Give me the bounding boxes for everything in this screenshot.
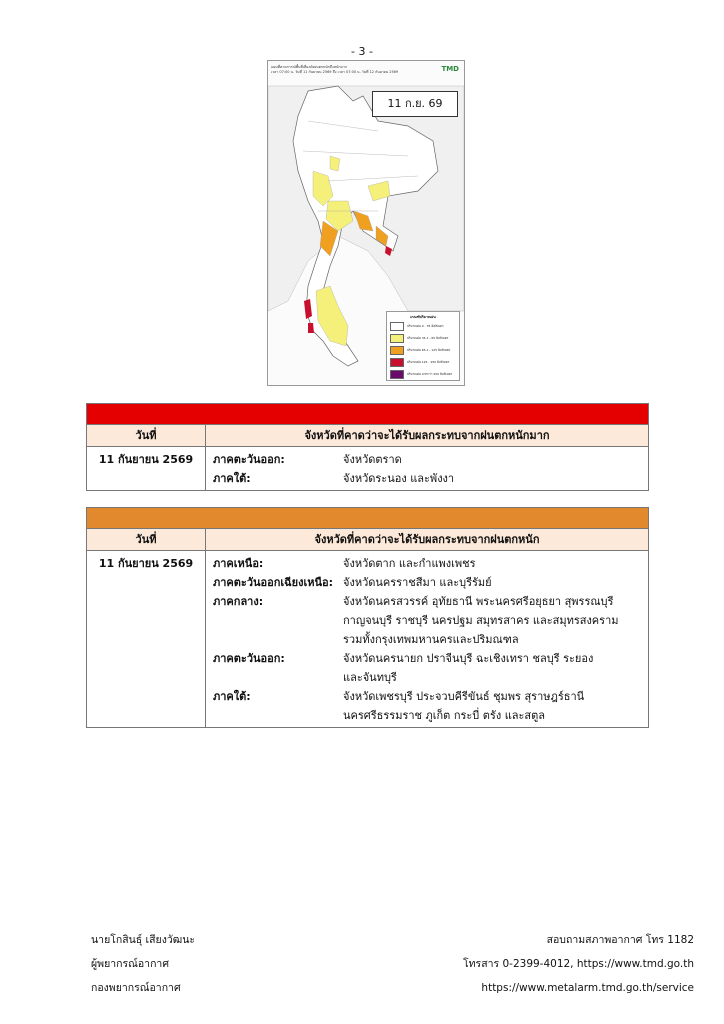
province-line: กาญจนบุรี ราชบุรี นครปฐม สมุทรสาคร และสมุทรสงคราม <box>343 614 619 627</box>
region-row <box>213 573 648 592</box>
date-header: วันที่ <box>87 529 206 550</box>
legend-label: ปริมาณฝน มากกว่า 250 มิลลิเมตร <box>407 372 453 376</box>
province-line: และจันทบุรี <box>343 671 397 684</box>
province-list: จังหวัดระนอง และพังงา <box>343 472 455 485</box>
contact-phone: สอบถามสภาพอากาศ โทร 1182 <box>546 934 694 946</box>
page-number: - 3 - <box>351 45 373 58</box>
legend-swatch <box>390 370 404 379</box>
region-name: ภาคใต้: <box>213 690 251 703</box>
date-header: วันที่ <box>87 425 206 446</box>
region-name: ภาคเหนือ: <box>213 557 264 570</box>
legend-item <box>390 344 459 356</box>
region-row <box>213 592 648 649</box>
date-cell: 11 กันยายน 2569 <box>87 447 206 490</box>
legend-item <box>390 320 459 332</box>
map-header: แผนที่คาดการณ์พื้นที่เสี่ยงภัยฝนตกหนักถึงหนักมาก เวลา 07:00 น. วันที่ 11 กันยายน 2569 ถึง เวลา 07:00 น. วันที่ 12 กันยายน 2569 <box>271 65 399 74</box>
province-line: จังหวัดนครสวรรค์ อุทัยธานี พระนครศรีอยุธยา สุพรรณบุรี <box>343 595 614 608</box>
map-date-label: 11 ก.ย. 69 <box>372 91 458 117</box>
province-line: รวมทั้งกรุงเทพมหานครและปริมณฑล <box>343 633 519 646</box>
provinces-header: จังหวัดที่คาดว่าจะได้รับผลกระทบจากฝนตกหนักมาก <box>304 429 550 442</box>
province-list <box>343 592 648 649</box>
date-cell: 11 กันยายน 2569 <box>87 551 206 727</box>
provinces-header: จังหวัดที่คาดว่าจะได้รับผลกระทบจากฝนตกหนัก <box>314 533 540 546</box>
province-line: จังหวัดนครนายก ปราจีนบุรี ฉะเชิงเทรา ชลบุรี ระยอง <box>343 652 594 665</box>
contact-fax-web: โทรสาร 0-2399-4012, https://www.tmd.go.th <box>463 958 694 970</box>
legend-item <box>390 356 459 368</box>
regions-cell <box>206 447 648 490</box>
legend-swatch <box>390 358 404 367</box>
legend-item <box>390 332 459 344</box>
legend-label: ปริมาณฝน 65.1 - 125 มิลลิเมตร <box>407 348 451 352</box>
region-row <box>213 649 648 687</box>
province-list: จังหวัดตราด <box>343 453 402 466</box>
legend-swatch <box>390 346 404 355</box>
map-legend <box>386 311 460 381</box>
rainfall-forecast-map <box>267 60 465 386</box>
forecaster-division: กองพยากรณ์อากาศ <box>91 982 181 994</box>
region-row <box>213 554 648 573</box>
legend-label: ปริมาณฝน 0 - 35 มิลลิเมตร <box>407 324 444 328</box>
forecaster-title: ผู้พยากรณ์อากาศ <box>91 958 169 970</box>
legend-swatch <box>390 334 404 343</box>
province-list <box>343 649 648 687</box>
tmd-logo: TMD <box>441 65 459 73</box>
province-list <box>343 554 648 573</box>
heavy-rain-table <box>86 507 649 728</box>
contact-info <box>463 928 694 1000</box>
contact-service-url: https://www.metalarm.tmd.go.th/service <box>481 982 694 994</box>
legend-label: ปริมาณฝน 125 - 250 มิลลิเมตร <box>407 360 450 364</box>
province-line: นครศรีธรรมราช ภูเก็ต กระบี่ ตรัง และสตูล <box>343 709 546 722</box>
province-line: จังหวัดเพชรบุรี ประจวบคีรีขันธ์ ชุมพร สุราษฎร์ธานี <box>343 690 585 703</box>
province-list <box>343 573 648 592</box>
forecaster-name: นายโกสินธุ์ เสียงวัฒนะ <box>91 934 196 946</box>
legend-label: ปริมาณฝน 35.1 - 65 มิลลิเมตร <box>407 336 449 340</box>
legend-title: เกณฑ์ปริมาณฝน <box>410 315 436 319</box>
heavy-rain-very-table <box>86 403 649 491</box>
regions-cell <box>206 551 648 727</box>
legend-item <box>390 368 459 380</box>
region-name: ภาคใต้: <box>213 472 251 485</box>
region-name: ภาคกลาง: <box>213 595 264 608</box>
region-row <box>213 450 648 469</box>
severity-band <box>87 404 648 424</box>
province-list <box>343 687 648 725</box>
province-line: จังหวัดตาก และกำแพงเพชร <box>343 557 476 570</box>
legend-swatch <box>390 322 404 331</box>
region-row <box>213 687 648 725</box>
region-name: ภาคตะวันออกเฉียงเหนือ: <box>213 576 334 589</box>
forecaster-signature <box>91 928 195 1000</box>
province-line: จังหวัดนครราชสีมา และบุรีรัมย์ <box>343 576 492 589</box>
region-name: ภาคตะวันออก: <box>213 652 285 665</box>
region-row <box>213 469 648 488</box>
region-name: ภาคตะวันออก: <box>213 453 285 466</box>
severity-band <box>87 508 648 528</box>
